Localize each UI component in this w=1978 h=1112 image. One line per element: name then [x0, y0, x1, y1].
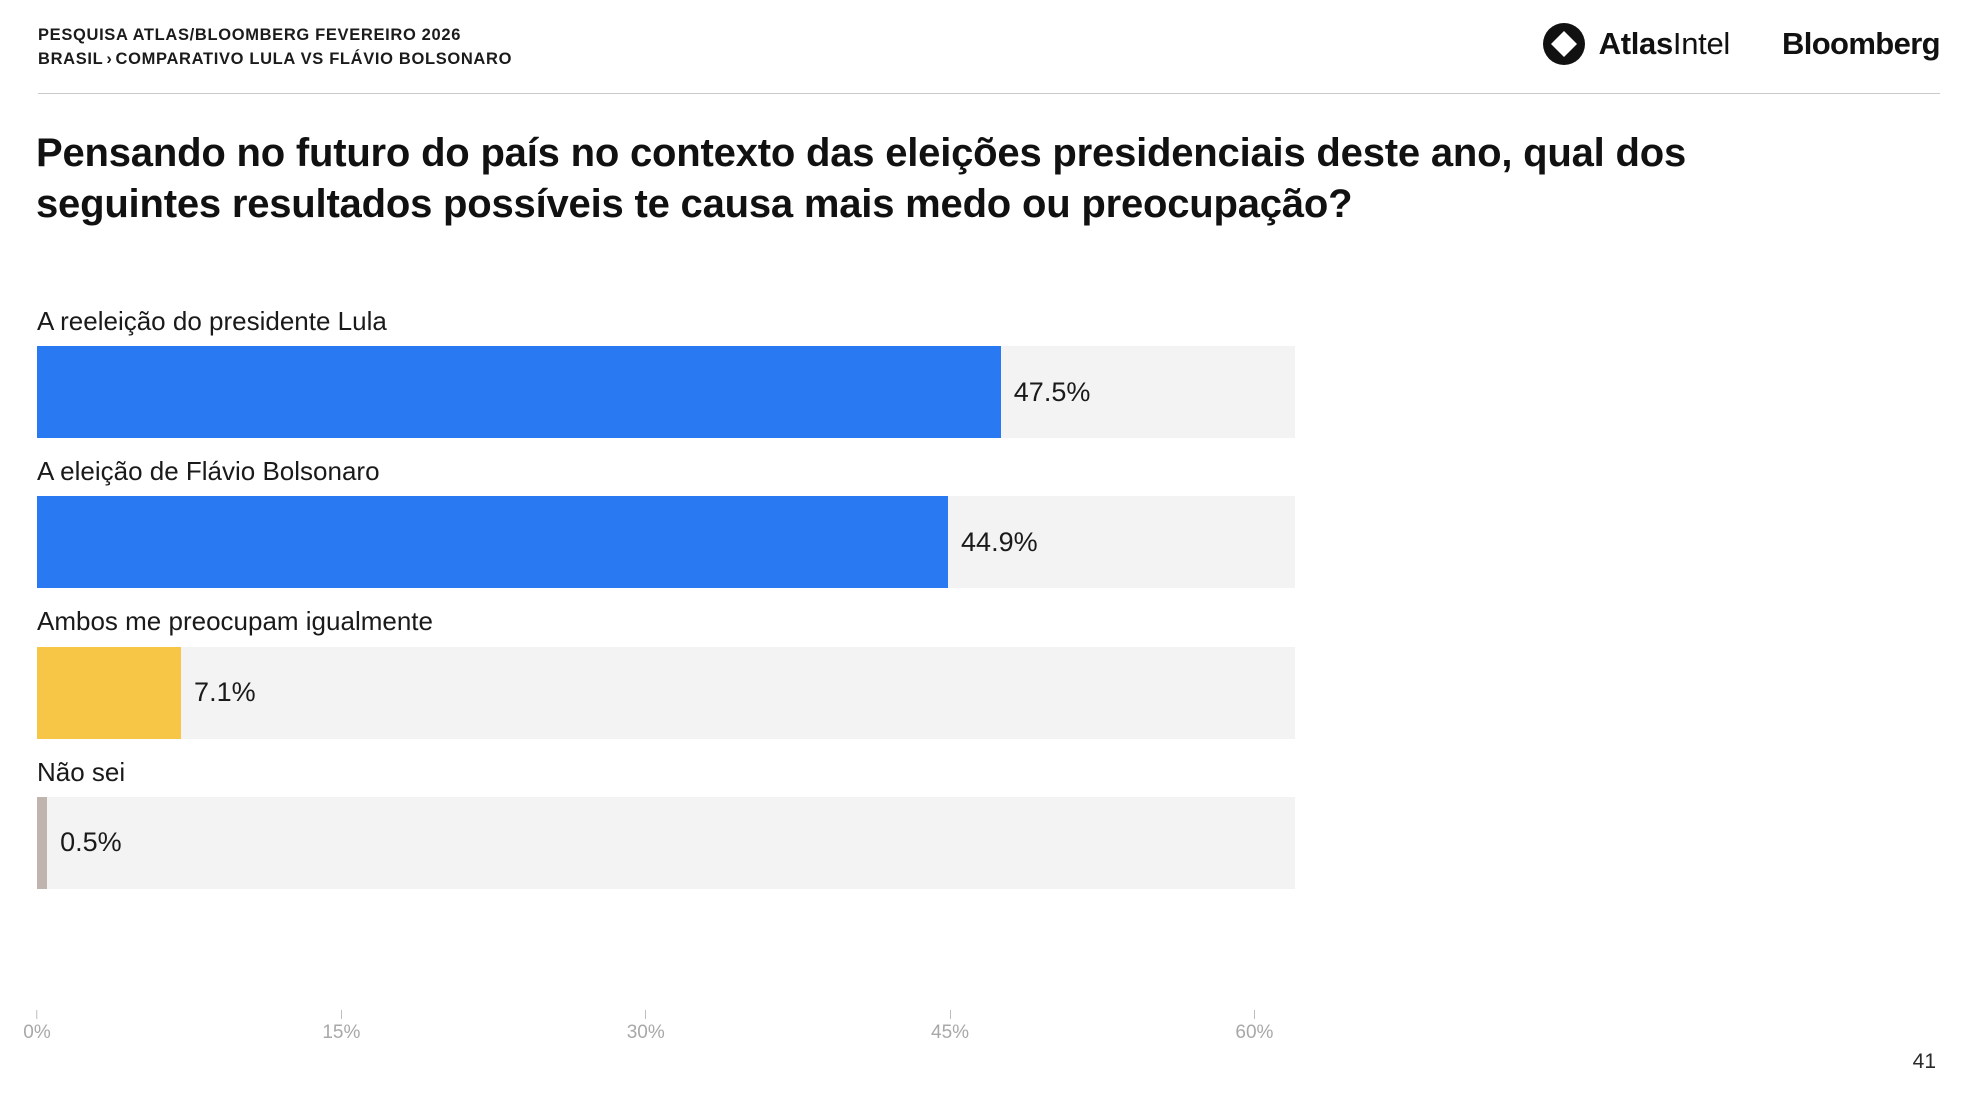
- breadcrumb-root: BRASIL: [38, 49, 104, 68]
- bar-value-label: 44.9%: [961, 526, 1038, 557]
- bar-row: [37, 606, 1309, 738]
- bar-fill: [37, 647, 181, 739]
- bloomberg-logo: Bloomberg: [1781, 26, 1940, 61]
- bar-track: [37, 797, 1295, 889]
- bar-category-label: A reeleição do presidente Lula: [37, 306, 387, 336]
- atlas-word-bold: Atlas: [1598, 26, 1673, 61]
- bar-row: [37, 306, 1309, 438]
- bar-fill: [37, 797, 47, 889]
- header-logos: [1542, 22, 1940, 66]
- axis-tick-mark: [1254, 1010, 1255, 1019]
- axis-tick: [1235, 1010, 1273, 1044]
- page-header: [38, 22, 1940, 94]
- breadcrumb: [38, 48, 512, 72]
- axis-tick: [322, 1010, 360, 1044]
- atlas-word-light: Intel: [1672, 26, 1730, 61]
- bar-track: [37, 346, 1295, 438]
- bar-track: [37, 647, 1295, 739]
- header-titles: [38, 24, 512, 72]
- survey-kicker: PESQUISA ATLAS/BLOOMBERG FEVEREIRO 2026: [38, 26, 462, 44]
- axis-tick-label: 60%: [1235, 1022, 1274, 1043]
- axis-tick: [931, 1010, 969, 1044]
- page-number: 41: [1912, 1050, 1936, 1073]
- bar-category-label: Não sei: [37, 756, 126, 787]
- atlasintel-logo: [1542, 22, 1730, 66]
- atlasintel-wordmark: [1599, 26, 1730, 62]
- bar-row: [37, 757, 1309, 889]
- breadcrumb-separator-icon: ›: [106, 49, 113, 68]
- bar-track: [37, 496, 1295, 588]
- bar-row: [37, 456, 1309, 588]
- bar-fill: [37, 346, 1001, 438]
- bar-category-label: Ambos me preocupam igualmente: [37, 606, 433, 637]
- bar-chart: [37, 306, 1309, 907]
- header-divider: [38, 93, 1940, 94]
- bar-value-label: 47.5%: [1013, 376, 1091, 407]
- axis-tick-mark: [341, 1010, 342, 1019]
- bar-fill: [37, 496, 948, 588]
- question-title: Pensando no futuro do país no contexto das eleições presidenciais deste ano, qual dos seguintes resultados possíveis te causa mais medo ou preocupação?: [36, 131, 1687, 227]
- breadcrumb-leaf: COMPARATIVO LULA VS FLÁVIO BOLSONARO: [115, 49, 513, 68]
- axis-tick-mark: [950, 1010, 951, 1019]
- axis-tick: [23, 1010, 50, 1044]
- bar-value-label: 7.1%: [194, 677, 256, 708]
- atlas-diamond-icon: [1542, 22, 1586, 66]
- bar-category-label: A eleição de Flávio Bolsonaro: [37, 456, 380, 487]
- axis-tick-mark: [645, 1010, 646, 1019]
- bar-value-label: 0.5%: [60, 827, 122, 858]
- x-axis: [23, 1010, 1295, 1050]
- axis-tick-label: 15%: [322, 1022, 361, 1043]
- axis-tick-label: 45%: [931, 1022, 970, 1043]
- axis-tick-label: 30%: [626, 1022, 665, 1043]
- axis-tick: [627, 1010, 665, 1044]
- axis-tick-mark: [37, 1010, 38, 1019]
- axis-tick-label: 0%: [23, 1022, 51, 1043]
